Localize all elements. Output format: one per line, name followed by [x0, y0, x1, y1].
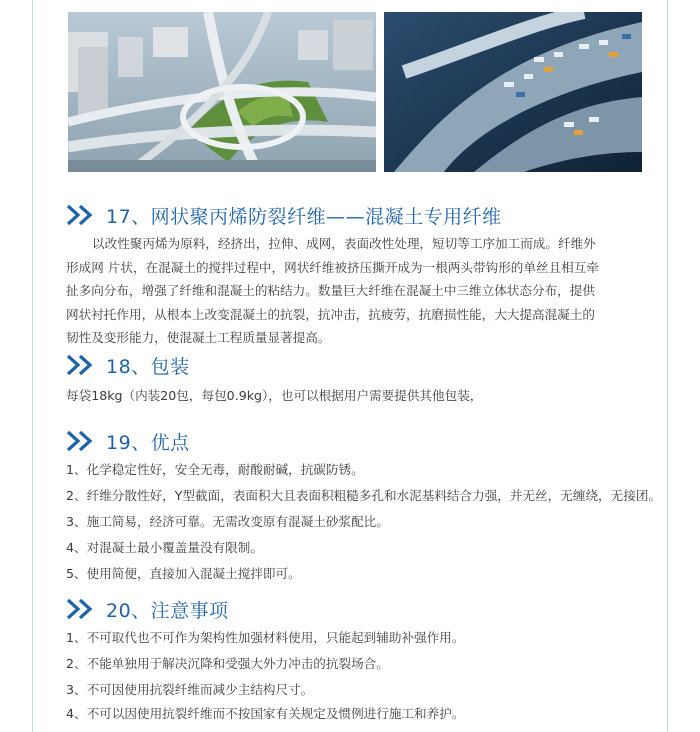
list-item: 3、不可因使用抗裂纤维而减少主结构尺寸。	[66, 682, 314, 697]
section-17-body: 以改性聚丙烯为原料，经挤出，拉伸、成网，表面改性处理，短切等工序加工而成。纤维外形成网 片状，在混凝土的搅拌过程中，网状纤维被挤压撕开成为一根两头带钩形的单丝且相互牵扯多向分布，增强了纤维和混凝土的粘结力。数量巨大纤维在混凝土中三维立体状态分布，提供网状衬托作用，从根本上改变混凝土的抗裂，抗冲击，抗疲劳，抗磨损性能，大大提高混凝土的韧性及变形能力，使混凝土工程质量显著提高。	[66, 236, 599, 345]
section-20-title: 20、注意事项	[106, 599, 229, 622]
list-item: 4、对混凝土最小覆盖量没有限制。	[66, 540, 263, 555]
highway-interchange-photo	[68, 12, 376, 172]
list-item: 5、使用简便，直接加入混凝土搅拌即可。	[66, 566, 301, 581]
section-19-heading	[66, 426, 190, 456]
list-item: 1、化学稳定性好，安全无毒，耐酸耐碱，抗碳防锈。	[66, 462, 364, 477]
section-17-title: 17、网状聚丙烯防裂纤维——混凝土专用纤维	[106, 205, 502, 228]
list-item: 2、纤维分散性好，Y型截面，表面积大且表面积粗糙多孔和水泥基料结合力强，并无丝，无缠绕，无接团。	[66, 488, 662, 503]
section-20-heading	[66, 594, 229, 624]
list-item: 3、施工简易，经济可靠。无需改变原有混凝土砂浆配比。	[66, 514, 389, 529]
list-item: 1、不可取代也不可作为架构性加强材料使用，只能起到辅助补强作用。	[66, 630, 465, 645]
double-chevron-icon	[66, 430, 98, 452]
section-18-body: 每袋18kg（内装20包，每包0.9kg），也可以根据用户需要提供其他包装，	[66, 388, 483, 403]
section-17-heading	[66, 200, 502, 230]
double-chevron-icon	[66, 354, 98, 376]
double-chevron-icon	[66, 204, 98, 226]
elevated-road-traffic-photo	[384, 12, 642, 172]
double-chevron-icon	[66, 598, 98, 620]
section-18-title: 18、包装	[106, 355, 190, 378]
list-item: 2、不能单独用于解决沉降和受强大外力冲击的抗裂场合。	[66, 656, 389, 671]
list-item: 4、不可以因使用抗裂纤维而不按国家有关规定及惯例进行施工和养护。	[66, 706, 465, 721]
section-19-title: 19、优点	[106, 431, 190, 454]
section-18-heading	[66, 350, 190, 380]
